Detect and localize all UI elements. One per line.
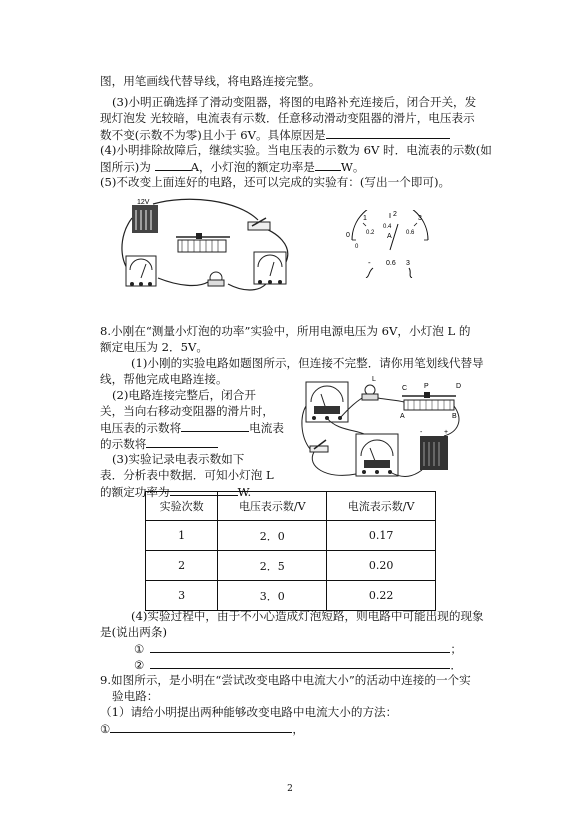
answer-blank-method-1[interactable] [110,721,292,733]
q8-part4-line-2: 是(说出两条) [100,625,168,639]
table-cell: 3 [146,581,218,611]
svg-text:P: P [424,383,429,390]
answer-blank-voltage-change[interactable] [181,420,249,432]
table-cell: 2 [146,551,218,581]
svg-text:0: 0 [355,244,359,250]
q8-part3-line-1: (3)实验记录电表示数如下 [112,452,245,466]
table-header-cell: 电压表示数/V [218,492,327,521]
q7-part3-line-3: 数不变(示数不为零)且小于 6V。具体原因是 [100,127,450,143]
svg-text:0.2: 0.2 [366,230,375,236]
table-header-cell: 电流表示数/V [327,492,436,521]
svg-text:0: 0 [346,232,350,239]
q7-line-1: 图，用笔画线代替导线，将电路连接完整。 [100,74,321,88]
svg-text:-: - [368,258,371,267]
answer-blank-current[interactable] [155,159,191,171]
q9-part1-line: （1）请给小明提出两种能够改变电路中电流大小的方法： [100,705,398,719]
q8-part4-item-2: ② ． [134,658,463,672]
q9-part1-item-1: ① ， [100,722,305,736]
table-row [146,551,436,581]
svg-text:+: + [444,429,449,436]
svg-text:2: 2 [393,211,397,218]
svg-text:A: A [387,233,392,240]
q8-part2-line-1: (2)电路连接完整后，闭合开 [112,388,256,402]
svg-text:1: 1 [363,215,367,222]
q8-part2-line-3: 电压表的示数将 电流表 [100,421,284,435]
table-row [146,581,436,611]
table-cell: 2．5 [218,551,327,581]
table-header-cell: 实验次数 [146,492,218,521]
q8-part1-line-2: 线，帮他完成电路连接。 [100,372,228,386]
q7-part5-line: (5)不改变上面连好的电路，还可以完成的实验有：(写出一个即可)。 [100,175,451,189]
q9-line-1: 9.如图所示，是小明在“尝试改变电路中电流大小”的活动中连接的一个实 [100,673,471,687]
q7-part4-line-2: 图所示)为 A，小灯泡的额定功率是 W。 [100,160,365,174]
circuit-apparatus-figure [108,196,304,300]
measurement-table [145,491,436,611]
svg-text:C: C [402,385,408,392]
q8-part2-line-4: 的示数将 [100,436,218,452]
answer-blank-phenomenon-2[interactable] [150,657,450,669]
answer-blank-power[interactable] [315,159,341,171]
q8-part2-line-2: 关，当向右移动变阻器的滑片时， [100,404,274,418]
ammeter-dial-figure [340,210,440,278]
table-cell: 0.20 [327,551,436,581]
svg-text:0.4: 0.4 [383,224,392,230]
table-cell: 2．0 [218,521,327,551]
q8-part4-line-1: (4)实验过程中，由于不小心造成灯泡短路，则电路中可能出现的现象 [131,609,484,623]
q7-part4-line-1: (4)小明排除故障后，继续实验。当电压表的示数为 6V 时．电流表的示数(如 [100,143,492,157]
svg-text:L: L [372,376,376,383]
svg-text:B: B [452,413,457,420]
svg-text:0.6: 0.6 [386,260,396,267]
answer-blank-reason[interactable] [326,127,450,139]
page-number: 2 [287,784,293,794]
svg-text:D: D [456,383,462,390]
table-cell: 3．0 [218,581,327,611]
table-header-row [146,492,436,521]
table-cell: 1 [146,521,218,551]
q9-line-2: 验电路： [112,689,159,703]
answer-blank-current-change[interactable] [146,436,218,448]
svg-text:-: - [420,429,423,436]
lamp-power-circuit-figure [296,376,464,490]
svg-text:0.6: 0.6 [406,230,415,236]
table-cell: 0.22 [327,581,436,611]
q8-part1-line-1: (1)小刚的实验电路如题图所示，但连接不完整．请你用笔划线代替导 [131,356,484,370]
q8-part4-item-1: ① ； [134,642,463,656]
battery-label: 12V [137,199,150,206]
svg-text:A: A [400,413,405,420]
q7-part3-line-1: (3)小明正确选择了滑动变阻器，将图的电路补充连接后，闭合开关，发 [112,95,477,109]
svg-text:3: 3 [418,215,422,222]
q8-part3-line-2: 表．分析表中数据．可知小灯泡 L [100,468,274,482]
answer-blank-phenomenon-1[interactable] [150,641,450,653]
q7-part3-line-2: 现灯泡发 光较暗，电流表有示数．任意移动滑动变阻器的滑片，电压表示 [100,111,475,125]
q8-part3-line-3: 的额定功率为 W. [100,485,252,499]
table-cell: 0.17 [327,521,436,551]
q8-line-1: 8.小刚在“测量小灯泡的功率”实验中，所用电源电压为 6V，小灯泡 L 的 [100,324,471,338]
q8-line-2: 额定电压为 2．5V。 [100,340,208,354]
table-row [146,521,436,551]
svg-text:3: 3 [406,260,410,267]
